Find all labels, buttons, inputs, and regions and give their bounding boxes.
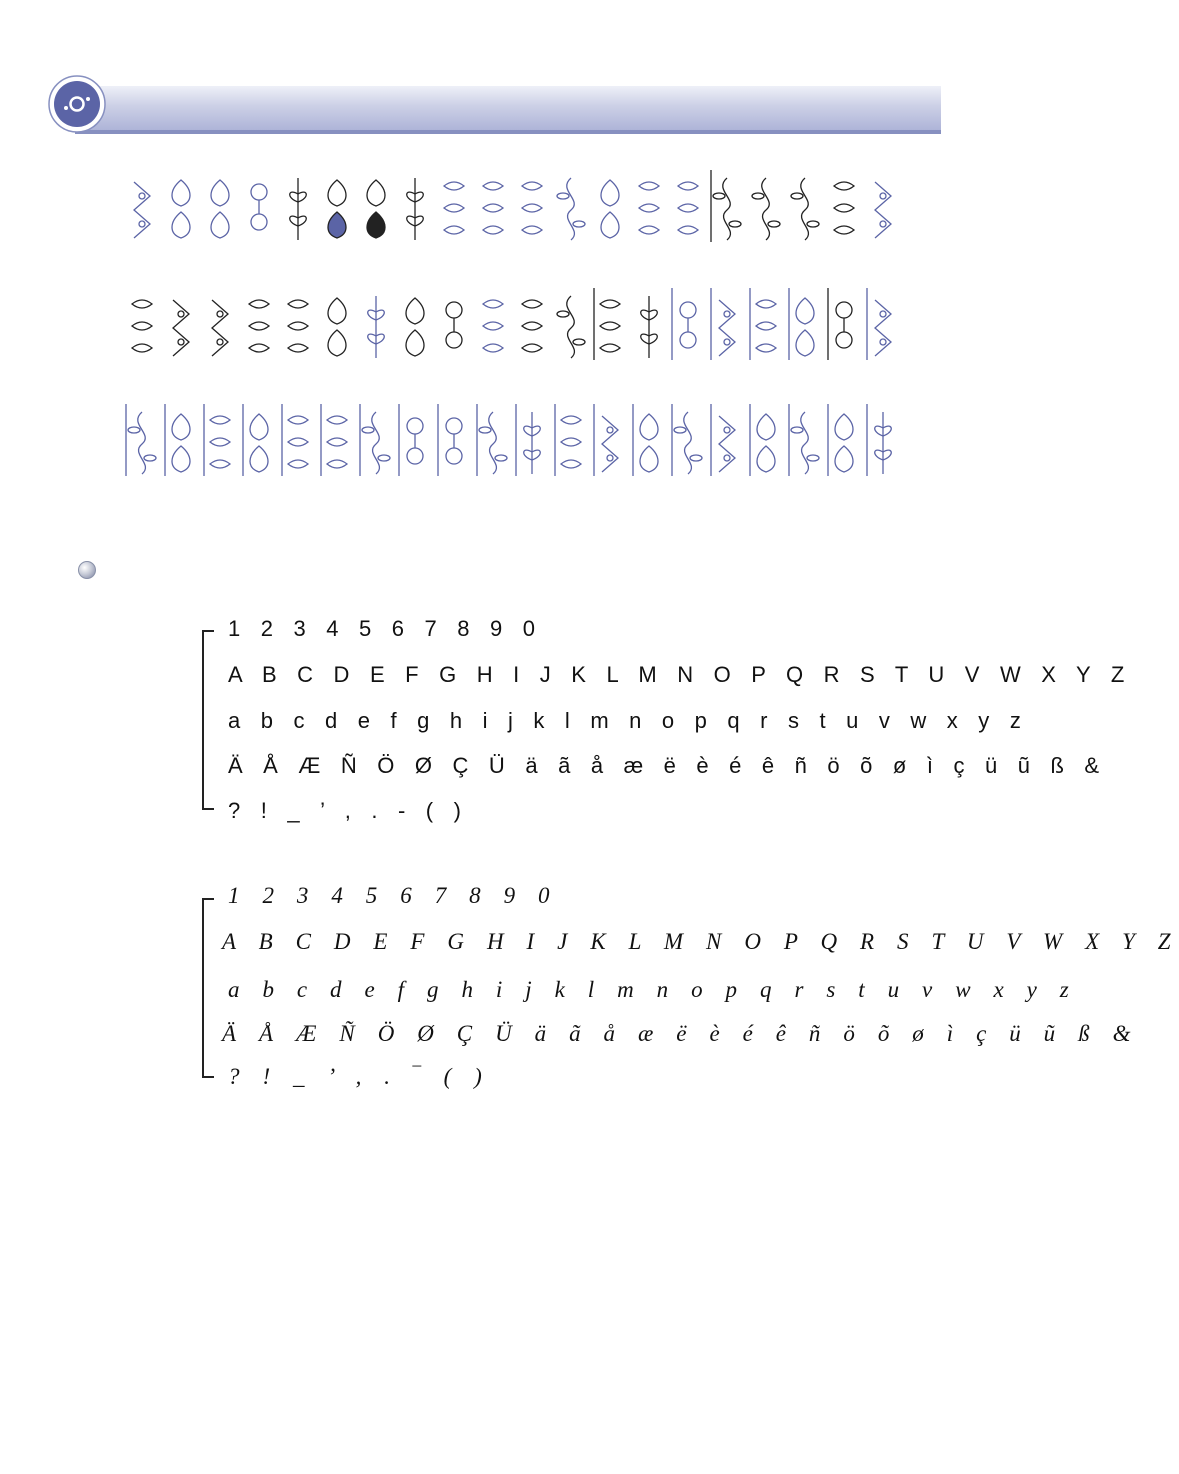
pattern-clover-dark-icon [826, 176, 862, 246]
pattern-club-diamond-icon [358, 410, 394, 480]
pattern-fern-icon [319, 176, 355, 246]
block-punctuation-row: ? ! _ ’ , . - ( ) [228, 798, 469, 823]
pattern-clover-icon [748, 176, 784, 246]
pattern-star-icon [241, 410, 277, 480]
pattern-tab-chain-icon [709, 294, 745, 364]
section-bullet-icon [78, 561, 96, 579]
pattern-ivy-icon [202, 294, 238, 364]
pattern-tulip-double-icon [553, 294, 589, 364]
pattern-bow-vine-dark-icon [280, 176, 316, 246]
pattern-bow-vine-icon [241, 176, 277, 246]
pattern-cherry-pair-icon [553, 410, 589, 480]
pattern-dolphin-icon [865, 410, 901, 480]
pattern-sailboat-icon [826, 294, 862, 364]
pattern-fir-icon [163, 294, 199, 364]
pattern-cherry-icon [475, 410, 511, 480]
script-punctuation-row: ? ! _ ’ , . ‾ ( ) [228, 1064, 491, 1089]
section-header-underline [75, 133, 941, 134]
pattern-holly-icon [280, 294, 316, 364]
pattern-diamond-chain-icon [358, 294, 394, 364]
pattern-row-2 [124, 294, 904, 364]
section-header-band [75, 86, 941, 133]
pattern-star-flower-icon [592, 294, 628, 364]
pattern-wheat-icon [241, 294, 277, 364]
pattern-flower-pair-icon [124, 294, 160, 364]
script-digits-row: 1 2 3 4 5 6 7 8 9 0 [228, 883, 559, 908]
block-charset [200, 612, 1132, 827]
pattern-scroll-leaf-icon [436, 176, 472, 246]
pattern-tulip-dark-icon [358, 176, 394, 246]
pattern-fish-icon [748, 410, 784, 480]
pattern-wave-scroll-icon [475, 294, 511, 364]
script-lowercase-row: a b c d e f g h i j k l m n o p q r s t u v w x y z [228, 977, 1078, 1002]
stitch-pattern-grid [124, 176, 904, 476]
block-lowercase-row: a b c d e f g h i j k l m n o p q r s t u v w x y z [228, 708, 1029, 733]
pattern-dome-icon [787, 294, 823, 364]
pattern-rabbit-icon [670, 410, 706, 480]
pattern-cup-icon [865, 294, 901, 364]
pattern-snail-icon [748, 294, 784, 364]
pattern-acorn-leaf-icon [319, 294, 355, 364]
pattern-football-icon [397, 410, 433, 480]
pattern-flower-stem-icon [631, 176, 667, 246]
pattern-maple-icon [202, 410, 238, 480]
pattern-seahorse-icon [670, 294, 706, 364]
pattern-flower-vine-icon [514, 176, 550, 246]
pattern-bowtie-icon [787, 176, 823, 246]
pattern-tulip-outline-icon [397, 176, 433, 246]
pattern-castle-icon [124, 410, 160, 480]
pattern-leaf-curl-icon [865, 176, 901, 246]
block-accented-row: Ä Å Æ Ñ Ö Ø Ç Ü ä ã å æ ë è é ê ñ ö õ ø ì ç ü ũ ß & [228, 753, 1107, 778]
script-charset [200, 880, 1179, 1095]
pattern-ring-chain-icon [397, 294, 433, 364]
pattern-ornament-icon [436, 294, 472, 364]
pattern-flag-icon [163, 410, 199, 480]
pattern-butterfly-icon [592, 410, 628, 480]
pattern-tent-icon [826, 410, 862, 480]
script-accented-row: Ä Å Æ Ñ Ö Ø Ç Ü ä ã å æ ë è é ê ñ ö õ ø ì ç ü ũ ß & [222, 1021, 1140, 1046]
pattern-tulip-vine-icon [202, 176, 238, 246]
pattern-dolphin-jump-icon [787, 410, 823, 480]
script-uppercase-row: A B C D E F G H I J K L M N O P Q R S T U V W X Y Z [222, 929, 1179, 954]
pattern-row-3 [124, 410, 904, 480]
pattern-heart-icon [280, 410, 316, 480]
pattern-bell-flower-icon [670, 176, 706, 246]
pattern-swirl-flower-icon [553, 176, 589, 246]
pattern-cherry-double-icon [514, 410, 550, 480]
pattern-arrow-vine-icon [163, 176, 199, 246]
disc-icon [48, 75, 106, 133]
pattern-dotted-leaf-icon [475, 176, 511, 246]
pattern-cat-icon [709, 410, 745, 480]
pattern-rose-icon [592, 176, 628, 246]
pattern-heart-swirl-icon [319, 410, 355, 480]
block-digits-row: 1 2 3 4 5 6 7 8 9 0 [228, 616, 543, 641]
pattern-bird-icon [631, 410, 667, 480]
block-uppercase-row: A B C D E F G H I J K L M N O P Q R S T U V W X Y Z [228, 662, 1132, 687]
pattern-row-1 [124, 176, 904, 246]
pattern-leaf-vine-icon [124, 176, 160, 246]
pattern-meander-icon [631, 294, 667, 364]
pattern-double-leaf-icon [514, 294, 550, 364]
pattern-baseball-icon [436, 410, 472, 480]
pattern-heart-flower-icon [709, 176, 745, 246]
